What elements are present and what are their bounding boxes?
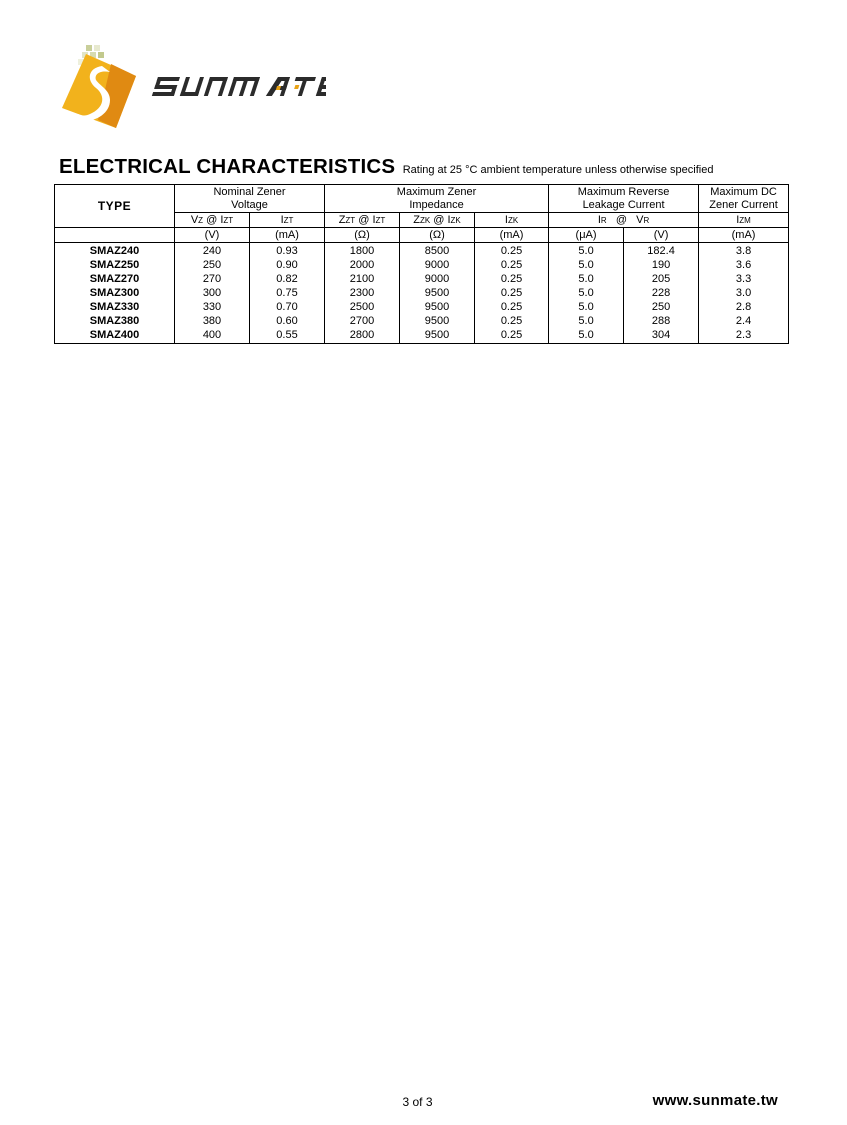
website-link[interactable]: www.sunmate.tw <box>652 1092 778 1109</box>
table-row <box>55 314 789 328</box>
unit-cell: (V) <box>175 228 250 243</box>
value-cell-zzt: 2700 <box>325 314 400 328</box>
unit-cell: (mA) <box>250 228 325 243</box>
value-cell-zzt: 2500 <box>325 300 400 314</box>
part-number-cell: SMAZ300 <box>55 286 175 300</box>
part-number-cell: SMAZ400 <box>55 328 175 344</box>
table-row <box>55 243 789 259</box>
vz-header: VZ @ IZT <box>175 213 250 228</box>
value-cell-izt: 0.70 <box>250 300 325 314</box>
zzk-header: ZZK @ IZK <box>400 213 475 228</box>
izk-header: IZK <box>475 213 549 228</box>
value-cell-vr: 250 <box>624 300 699 314</box>
unit-cell: (V) <box>624 228 699 243</box>
value-cell-izm: 2.8 <box>699 300 789 314</box>
part-number-cell: SMAZ270 <box>55 272 175 286</box>
value-cell-zzt: 2100 <box>325 272 400 286</box>
value-cell-izt: 0.75 <box>250 286 325 300</box>
value-cell-izk: 0.25 <box>475 300 549 314</box>
value-cell-ir: 5.0 <box>549 286 624 300</box>
value-cell-izm: 3.3 <box>699 272 789 286</box>
value-cell-zzk: 9000 <box>400 272 475 286</box>
unit-cell: (mA) <box>475 228 549 243</box>
value-cell-ir: 5.0 <box>549 328 624 344</box>
value-cell-izm: 3.0 <box>699 286 789 300</box>
value-cell-vz: 330 <box>175 300 250 314</box>
value-cell-vr: 304 <box>624 328 699 344</box>
logo-emblem <box>62 54 136 128</box>
table-row <box>55 328 789 344</box>
unit-cell: (μA) <box>549 228 624 243</box>
type-units-blank <box>55 228 175 243</box>
izt-header: IZT <box>250 213 325 228</box>
value-cell-zzk: 9500 <box>400 300 475 314</box>
value-cell-zzt: 2300 <box>325 286 400 300</box>
section-heading <box>59 155 713 179</box>
section-subtitle: Rating at 25 °C ambient temperature unless otherwise specified <box>402 164 714 176</box>
max-dc-zener-current-header: Maximum DC Zener Current <box>699 185 789 213</box>
value-cell-izt: 0.82 <box>250 272 325 286</box>
header-row-groups <box>55 185 789 213</box>
electrical-characteristics-table <box>54 184 789 344</box>
part-number-cell: SMAZ250 <box>55 258 175 272</box>
page-number: 3 of 3 <box>402 1095 433 1109</box>
value-cell-vz: 270 <box>175 272 250 286</box>
value-cell-ir: 5.0 <box>549 300 624 314</box>
value-cell-izk: 0.25 <box>475 286 549 300</box>
value-cell-izk: 0.25 <box>475 258 549 272</box>
value-cell-zzt: 1800 <box>325 243 400 259</box>
value-cell-izm: 2.4 <box>699 314 789 328</box>
value-cell-izk: 0.25 <box>475 272 549 286</box>
value-cell-vz: 400 <box>175 328 250 344</box>
logo-wordmark <box>152 77 326 96</box>
value-cell-vz: 250 <box>175 258 250 272</box>
unit-cell: (Ω) <box>325 228 400 243</box>
header-row-units <box>55 228 789 243</box>
value-cell-zzk: 9500 <box>400 286 475 300</box>
value-cell-zzk: 8500 <box>400 243 475 259</box>
part-number-cell: SMAZ380 <box>55 314 175 328</box>
value-cell-ir: 5.0 <box>549 314 624 328</box>
value-cell-izm: 2.3 <box>699 328 789 344</box>
value-cell-izt: 0.90 <box>250 258 325 272</box>
value-cell-izk: 0.25 <box>475 243 549 259</box>
part-number-cell: SMAZ330 <box>55 300 175 314</box>
table-row <box>55 286 789 300</box>
value-cell-izt: 0.55 <box>250 328 325 344</box>
value-cell-ir: 5.0 <box>549 258 624 272</box>
value-cell-izm: 3.8 <box>699 243 789 259</box>
value-cell-ir: 5.0 <box>549 272 624 286</box>
value-cell-vz: 300 <box>175 286 250 300</box>
izm-header: IZM <box>699 213 789 228</box>
table-row <box>55 272 789 286</box>
unit-cell: (mA) <box>699 228 789 243</box>
max-zener-impedance-header: Maximum Zener Impedance <box>325 185 549 213</box>
table-row <box>55 300 789 314</box>
sunmate-logo <box>56 42 326 132</box>
value-cell-vr: 205 <box>624 272 699 286</box>
value-cell-zzt: 2000 <box>325 258 400 272</box>
value-cell-zzk: 9500 <box>400 314 475 328</box>
table-row <box>55 258 789 272</box>
value-cell-vz: 380 <box>175 314 250 328</box>
value-cell-izt: 0.60 <box>250 314 325 328</box>
value-cell-zzt: 2800 <box>325 328 400 344</box>
type-header: TYPE <box>55 185 175 228</box>
value-cell-vr: 228 <box>624 286 699 300</box>
part-number-cell: SMAZ240 <box>55 243 175 259</box>
value-cell-vr: 182.4 <box>624 243 699 259</box>
unit-cell: (Ω) <box>400 228 475 243</box>
value-cell-zzk: 9000 <box>400 258 475 272</box>
value-cell-ir: 5.0 <box>549 243 624 259</box>
section-title: ELECTRICAL CHARACTERISTICS <box>59 155 396 178</box>
nominal-zener-header: Nominal Zener Voltage <box>175 185 325 213</box>
value-cell-zzk: 9500 <box>400 328 475 344</box>
value-cell-izk: 0.25 <box>475 314 549 328</box>
max-reverse-leakage-header: Maximum Reverse Leakage Current <box>549 185 699 213</box>
value-cell-vz: 240 <box>175 243 250 259</box>
value-cell-izm: 3.6 <box>699 258 789 272</box>
ir-vr-header: IR @ VR <box>549 213 699 228</box>
value-cell-vr: 288 <box>624 314 699 328</box>
value-cell-izk: 0.25 <box>475 328 549 344</box>
value-cell-vr: 190 <box>624 258 699 272</box>
value-cell-izt: 0.93 <box>250 243 325 259</box>
zzt-header: ZZT @ IZT <box>325 213 400 228</box>
